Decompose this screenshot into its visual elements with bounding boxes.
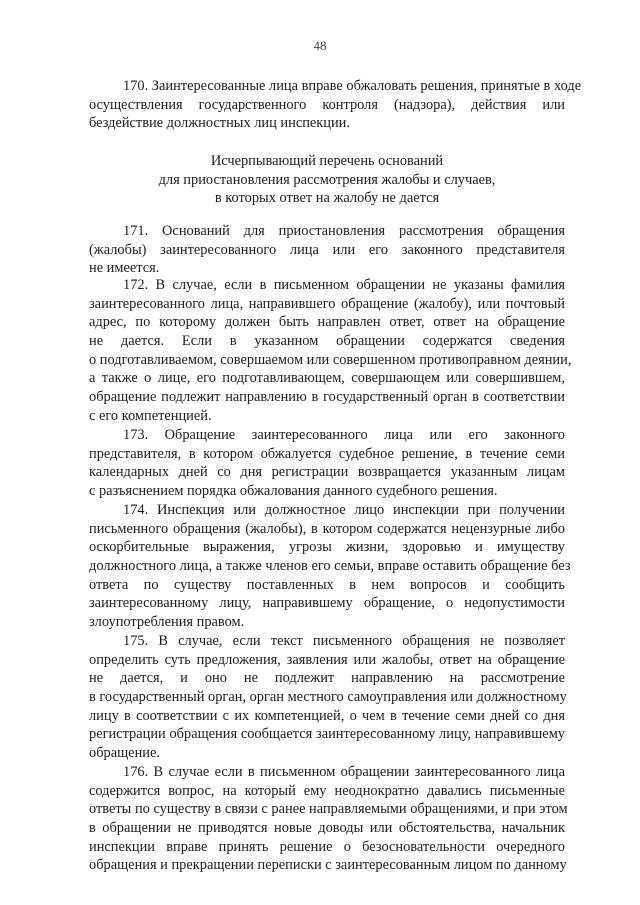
heading-line: в которых ответ на жалобу не дается [214, 190, 440, 207]
page-number: 48 [313, 38, 327, 53]
text-line: оскорбительные выражения, угрозы жизни, здоровью и имуществу [89, 539, 565, 556]
text-line: злоупотребления правом. [89, 614, 245, 631]
text-line: (жалобы) заинтересованного лица или его законного представителя [89, 241, 565, 258]
text-line: регистрации обращения сообщается заинтересованному лицу, направившему [89, 726, 565, 743]
text-line: ответы по существу в связи с ранее направляемыми обращениями, и при этом [89, 801, 568, 818]
text-line: обращение подлежит направлению в государственный орган в соответствии [89, 389, 565, 406]
text-line: заинтересованного лица, направившего обращение (жалобу), или почтовый [89, 295, 565, 312]
text-line: с его компетенцией. [89, 407, 212, 424]
heading-line: для приостановления рассмотрения жалобы и случаев, [158, 171, 496, 188]
text-line: представителя, в котором обжалуется судебное решение, в течение семи [89, 445, 565, 462]
text-line: не дается, и оно не подлежит направлению на рассмотрение [89, 670, 565, 687]
text-line: адрес, по которому должен быть направлен ответ, ответ на обращение [89, 314, 565, 331]
text-line: заинтересованному лицу, направившему обращение, о недопустимости [89, 595, 565, 612]
paragraph-171 [89, 222, 565, 278]
text-line: обращения и прекращении переписки с заинтересованным лицом по данному [89, 857, 567, 874]
text-line: инспекции вправе принять решение о безосновательности очередного [89, 838, 565, 855]
text-line: содержится вопрос, на который ему неоднократно давались письменные [89, 782, 565, 799]
text-line: в государственный орган, орган местного самоуправления или должностному [89, 689, 567, 706]
paragraph-173 [89, 426, 565, 501]
text-line: 174. Инспекция или должностное лицо инспекции при получении [123, 502, 565, 518]
text-line: письменного обращения (жалобы), в котором содержатся нецензурные либо [89, 520, 565, 537]
text-line: календарных дней со дня регистрации возвращается указанным лицам [89, 464, 565, 481]
text-line: обращение. [89, 745, 160, 762]
paragraph-175 [89, 632, 565, 763]
paragraph-174 [89, 501, 571, 632]
heading-line: Исчерпывающий перечень оснований [210, 153, 444, 169]
text-line: о подготавливаемом, совершаемом или совершенном противоправном деянии, [89, 351, 572, 368]
text-line: не дается. Если в указанном обращении содержатся сведения [89, 333, 565, 350]
section-heading [89, 152, 565, 208]
text-line: 170. Заинтересованные лица вправе обжаловать решения, принятые в ходе [123, 78, 582, 94]
text-line: в обращении не приводятся новые доводы или обстоятельства, начальник [89, 820, 565, 837]
text-line: 173. Обращение заинтересованного лица или его законного [123, 427, 565, 443]
text-line: 171. Оснований для приостановления рассмотрения обращения [123, 223, 565, 239]
text-line: с разъяснением порядка обжалования данного судебного решения. [89, 483, 498, 500]
paragraph-176 [89, 763, 568, 875]
text-line: а также о лице, его подготавливающем, совершающем или совершившем, [89, 370, 565, 387]
text-line: бездействие должностных лиц инспекции. [89, 115, 350, 132]
text-line: ответа по существу поставленных в нем вопросов и сообщить [89, 576, 565, 593]
text-line: 176. В случае если в письменном обращении заинтересованного лица [123, 764, 565, 780]
text-line: осуществления государственного контроля (надзора), действия или [89, 96, 565, 113]
text-line: определить суть предложения, заявления или жалобы, ответ на обращение [89, 651, 565, 668]
paragraph-170 [89, 77, 582, 133]
text-line: 172. В случае, если в письменном обращении не указаны фамилия [123, 277, 565, 293]
text-line: 175. В случае, если текст письменного обращения не позволяет [123, 633, 565, 649]
paragraph-172 [89, 276, 572, 426]
text-line: должностного лица, а также членов его семьи, вправе оставить обращение без [89, 558, 571, 575]
text-line: лицу в соответствии с их компетенцией, о чем в течение семи дней со дня [89, 707, 565, 724]
text-line: не имеется. [89, 260, 160, 277]
